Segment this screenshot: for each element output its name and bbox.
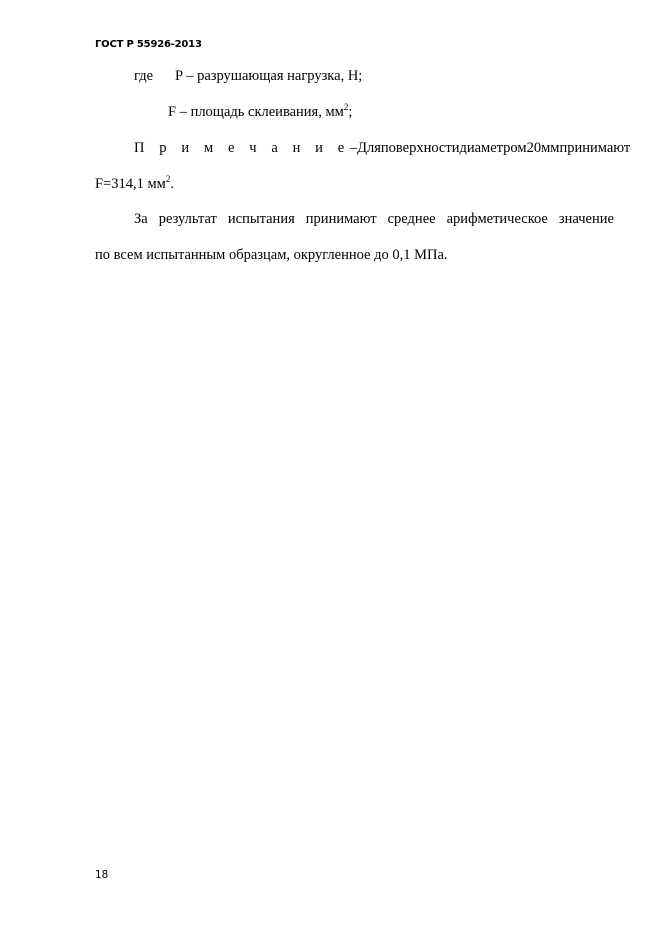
note-line: П р и м е ч а н и е – Для поверхности диаметром 20 мм принимают (134, 140, 631, 156)
note-continuation: F=314,1 $мм^2$. (95, 174, 174, 192)
document-header: ГОСТ Р 55926-2013 (95, 39, 202, 50)
definition-p (134, 68, 362, 85)
result-paragraph-continuation: по всем испытанным образцам, округленное до 0,1 МПа. (95, 247, 448, 263)
result-paragraph-line: За результат испытания принимают среднее арифметическое значение (134, 211, 614, 227)
definition-f: F – площадь склеивания, $мм^2$; (168, 102, 353, 120)
page-number: 18 (95, 869, 109, 881)
where-label: где (134, 68, 154, 84)
definition-p-text: P – разрушающая нагрузка, Н; (175, 68, 363, 84)
note-label: П р и м е ч а н и е (134, 140, 350, 156)
